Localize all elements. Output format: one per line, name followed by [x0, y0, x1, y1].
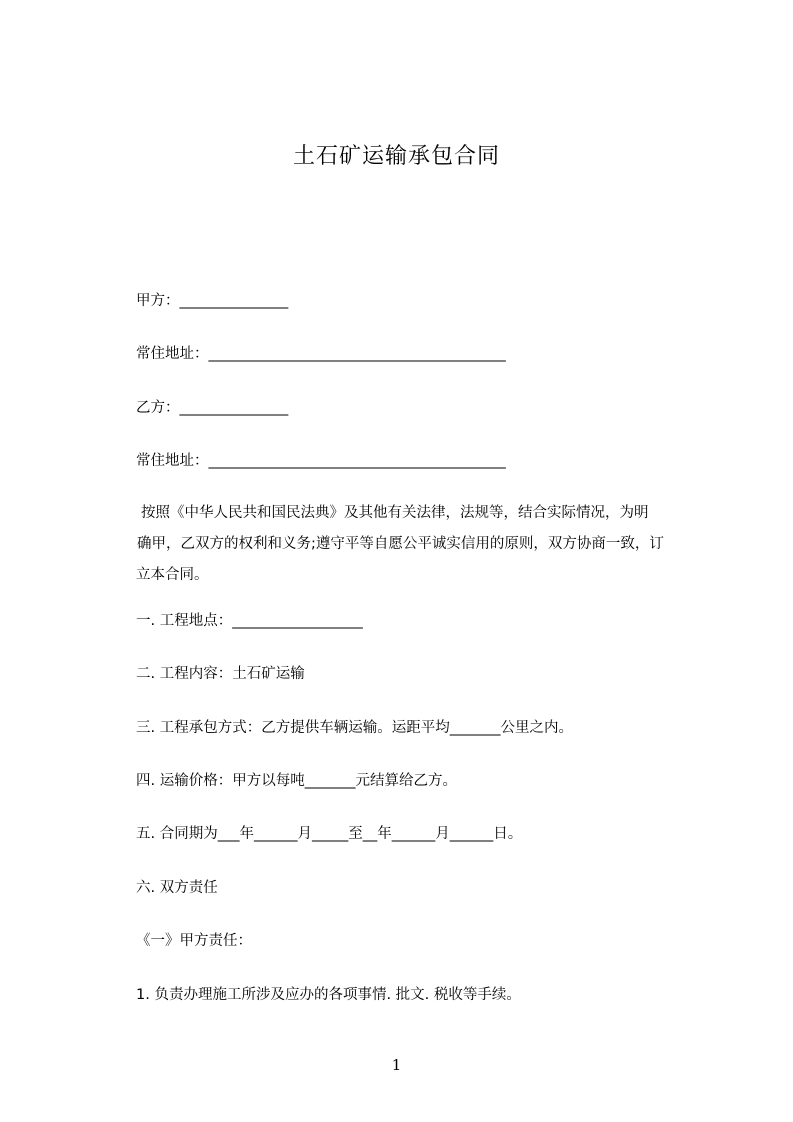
- party-a-address-line: 常住地址：_________________________________________: [136, 346, 506, 362]
- preamble-line-2: 确甲，乙双方的权利和义务;遵守平等自愿公平诚实信用的原则，双方协商一致，订: [137, 536, 664, 552]
- clause-transport-price: 四. 运输价格：甲方以每吨_______元结算给乙方。: [136, 773, 457, 789]
- preamble-line-1: 按照《中华人民共和国民法典》及其他有关法律，法规等，结合实际情况，为明: [141, 505, 649, 521]
- clause-responsibilities-heading: 六. 双方责任: [136, 880, 218, 896]
- preamble-paragraph: [136, 498, 706, 591]
- clause-contracting-method: 三. 工程承包方式：乙方提供车辆运输。运距平均_______公里之内。: [136, 720, 573, 736]
- party-b-line: 乙方：_______________: [136, 400, 289, 416]
- preamble-line-3: 立本合同。: [136, 567, 209, 583]
- document-title: 土石矿运输承包合同: [292, 144, 500, 169]
- party-a-line: 甲方：_______________: [136, 293, 289, 309]
- clause-work-location: 一. 工程地点：__________________: [136, 613, 363, 629]
- clause-item-1: 1. 负责办理施工所涉及应办的各项事情. 批文. 税收等手续。: [136, 987, 521, 1003]
- page-number: 1: [391, 1056, 402, 1074]
- party-b-address-line: 常住地址：_________________________________________: [136, 453, 506, 469]
- clause-contract-period: 五. 合同期为___年______月_____至__年______月______日。: [136, 826, 523, 842]
- clause-party-a-responsibilities: 《一》甲方责任：: [136, 933, 252, 949]
- clause-work-content: 二. 工程内容：土石矿运输: [136, 666, 305, 682]
